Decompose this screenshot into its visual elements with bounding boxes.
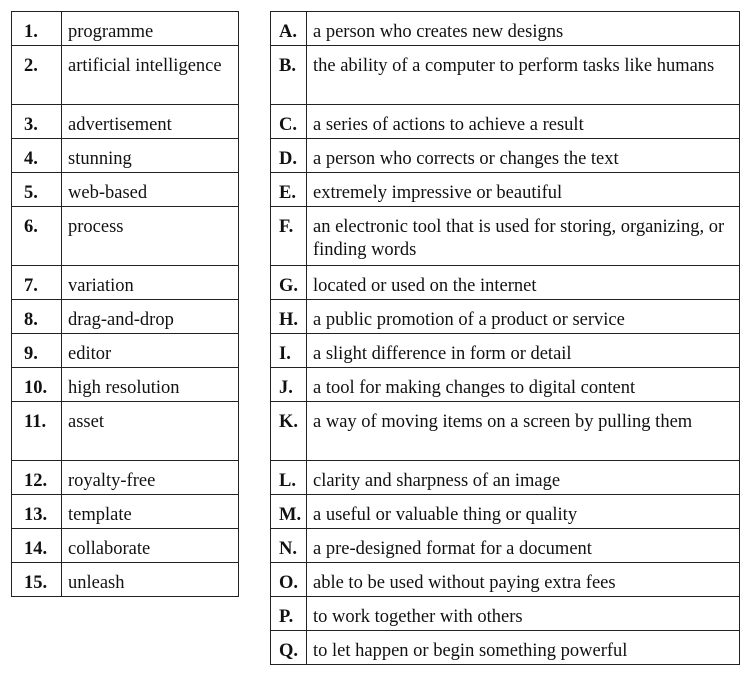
table-row — [12, 368, 239, 402]
term-word: unleash — [62, 563, 239, 597]
definition-letter: A. — [271, 12, 307, 46]
table-row — [12, 495, 239, 529]
definition-text: a pre-designed format for a document — [307, 529, 740, 563]
definition-letter: G. — [271, 266, 307, 300]
definition-letter: J. — [271, 368, 307, 402]
definition-letter: D. — [271, 139, 307, 173]
table-row — [12, 105, 239, 139]
term-number: 4. — [12, 139, 62, 173]
definition-text: a way of moving items on a screen by pulling them — [307, 402, 740, 461]
term-word: artificial intelligence — [62, 46, 239, 105]
table-row — [271, 266, 740, 300]
definition-text: to let happen or begin something powerful — [307, 631, 740, 665]
table-row — [12, 173, 239, 207]
table-row — [271, 334, 740, 368]
definition-text: a useful or valuable thing or quality — [307, 495, 740, 529]
table-row — [271, 402, 740, 461]
term-number: 11. — [12, 402, 62, 461]
definition-letter: H. — [271, 300, 307, 334]
definition-text: a person who creates new designs — [307, 12, 740, 46]
term-word: editor — [62, 334, 239, 368]
term-word: advertisement — [62, 105, 239, 139]
table-row — [271, 563, 740, 597]
term-number: 12. — [12, 461, 62, 495]
term-word: variation — [62, 266, 239, 300]
definition-text: a slight difference in form or detail — [307, 334, 740, 368]
definition-letter: C. — [271, 105, 307, 139]
term-number: 13. — [12, 495, 62, 529]
table-row — [271, 139, 740, 173]
term-number: 7. — [12, 266, 62, 300]
table-row — [12, 139, 239, 173]
table-row — [12, 461, 239, 495]
table-row — [12, 266, 239, 300]
definition-letter: I. — [271, 334, 307, 368]
term-number: 5. — [12, 173, 62, 207]
term-number: 1. — [12, 12, 62, 46]
definition-letter: K. — [271, 402, 307, 461]
table-row — [12, 12, 239, 46]
definition-letter: O. — [271, 563, 307, 597]
definition-text: to work together with others — [307, 597, 740, 631]
term-word: stunning — [62, 139, 239, 173]
definition-letter: L. — [271, 461, 307, 495]
table-row — [271, 495, 740, 529]
term-number: 14. — [12, 529, 62, 563]
term-word: process — [62, 207, 239, 266]
term-number: 10. — [12, 368, 62, 402]
table-row — [271, 529, 740, 563]
terms-table — [11, 11, 239, 597]
definition-text: the ability of a computer to perform tasks like humans — [307, 46, 740, 105]
table-row — [12, 402, 239, 461]
term-number: 8. — [12, 300, 62, 334]
table-row — [12, 334, 239, 368]
definition-text: a series of actions to achieve a result — [307, 105, 740, 139]
table-row — [271, 597, 740, 631]
term-number: 2. — [12, 46, 62, 105]
definition-text: a public promotion of a product or service — [307, 300, 740, 334]
term-word: royalty-free — [62, 461, 239, 495]
term-word: collaborate — [62, 529, 239, 563]
table-row — [271, 461, 740, 495]
table-row — [271, 173, 740, 207]
table-row — [12, 46, 239, 105]
table-row — [271, 12, 740, 46]
term-number: 6. — [12, 207, 62, 266]
definition-letter: N. — [271, 529, 307, 563]
definition-letter: P. — [271, 597, 307, 631]
table-row — [271, 207, 740, 266]
term-number: 15. — [12, 563, 62, 597]
term-number: 9. — [12, 334, 62, 368]
term-word: drag-and-drop — [62, 300, 239, 334]
definition-letter: Q. — [271, 631, 307, 665]
definition-text: a tool for making changes to digital content — [307, 368, 740, 402]
table-row — [12, 207, 239, 266]
term-word: web-based — [62, 173, 239, 207]
definition-letter: M. — [271, 495, 307, 529]
term-number: 3. — [12, 105, 62, 139]
definition-letter: E. — [271, 173, 307, 207]
definition-letter: B. — [271, 46, 307, 105]
term-word: asset — [62, 402, 239, 461]
table-row — [271, 300, 740, 334]
term-word: programme — [62, 12, 239, 46]
definition-text: an electronic tool that is used for storing, organizing, or finding words — [307, 207, 740, 266]
table-row — [271, 368, 740, 402]
definition-text: a person who corrects or changes the text — [307, 139, 740, 173]
table-row — [271, 46, 740, 105]
term-word: high resolution — [62, 368, 239, 402]
term-word: template — [62, 495, 239, 529]
table-row — [12, 563, 239, 597]
table-row — [271, 105, 740, 139]
definition-text: clarity and sharpness of an image — [307, 461, 740, 495]
definition-letter: F. — [271, 207, 307, 266]
definition-text: located or used on the internet — [307, 266, 740, 300]
table-row — [12, 529, 239, 563]
table-row — [271, 631, 740, 665]
definition-text: able to be used without paying extra fees — [307, 563, 740, 597]
definitions-table — [270, 11, 740, 665]
definition-text: extremely impressive or beautiful — [307, 173, 740, 207]
table-row — [12, 300, 239, 334]
